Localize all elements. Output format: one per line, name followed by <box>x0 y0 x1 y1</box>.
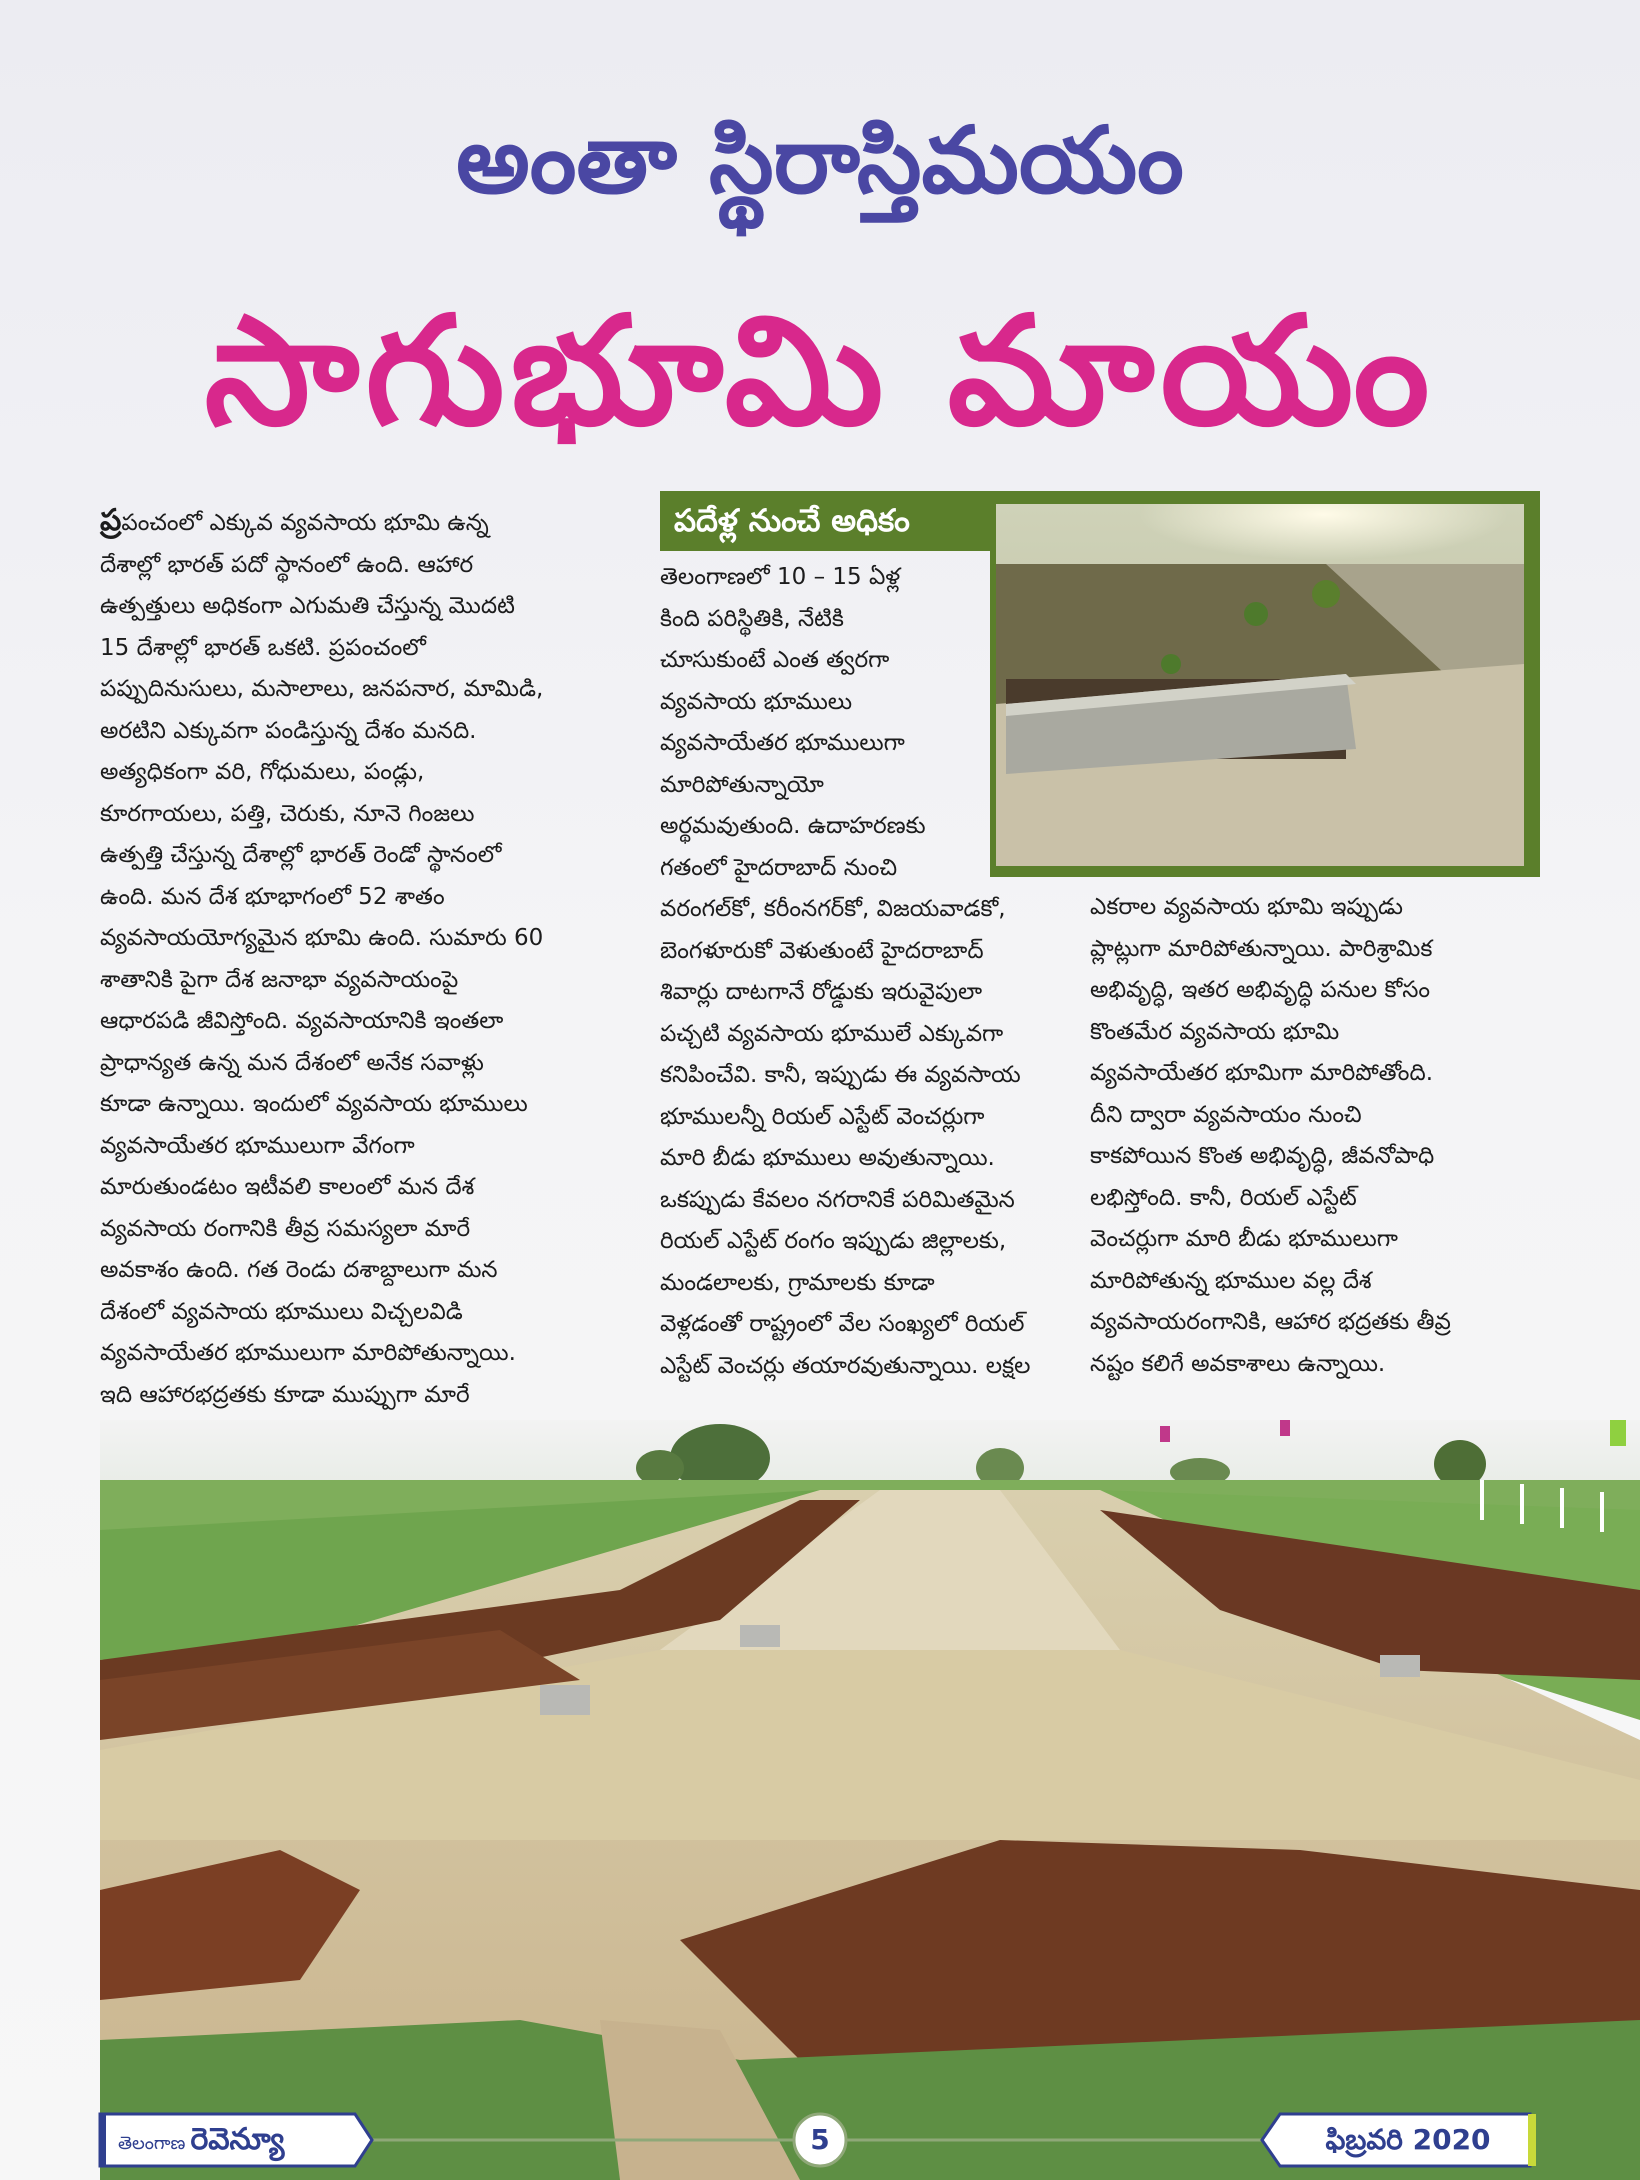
paragraph-line: శివార్లు దాటగానే రోడ్డుకు ఇరువైపులా <box>660 979 983 1005</box>
headline-main: సాగుభూమి మాయం <box>204 285 1436 459</box>
box-title: పదేళ్ల నుంచే అధికం <box>660 491 996 551</box>
paragraph-line: ఉత్పత్తులు అధికంగా ఎగుమతి చేస్తున్న మొదటి <box>100 593 515 619</box>
paragraph-line: మారిపోతున్న భూముల వల్ల దేశ <box>1090 1267 1372 1294</box>
paragraph-line: కూడా ఉన్నాయి. ఇందులో వ్యవసాయ భూములు <box>100 1091 528 1117</box>
paragraph-line: ఇది ఆహారభద్రతకు కూడా ముప్పుగా మారే <box>100 1381 470 1408</box>
paragraph-line: 15 దేశాల్లో భారత్ ఒకటి. ప్రపంచంలో <box>100 634 426 661</box>
paragraph-line: అరటిని ఎక్కువగా పండిస్తున్న దేశం మనది. <box>100 717 477 744</box>
paragraph-line <box>100 500 600 545</box>
paragraph-line: బెంగళూరుకో వెళుతుంటే హైదరాబాద్ <box>660 937 984 964</box>
article-column-3 <box>1090 887 1550 1385</box>
paragraph-line: అవకాశం ఉంది. గత రెండు దశాబ్దాలుగా మన <box>100 1257 498 1283</box>
paragraph-line: ఎకరాల వ్యవసాయ భూమి ఇప్పుడు <box>1090 894 1403 920</box>
paragraph-line: ఎస్టేట్ వెంచర్లు తయారవుతున్నాయి. లక్షల <box>660 1352 1031 1379</box>
drop-cap: ప్ర <box>100 503 122 538</box>
paragraph-line: వెళ్లడంతో రాష్ట్రంలో వేల సంఖ్యలో రియల్ <box>660 1311 1025 1337</box>
paragraph-line: వ్యవసాయేతర భూములుగా మారిపోతున్నాయి. <box>100 1340 516 1366</box>
footer-brand-big: రెవెన్యూ <box>190 2122 285 2157</box>
footer-brand <box>118 2120 284 2160</box>
paragraph-line: రియల్ ఎస్టేట్ రంగం ఇప్పుడు జిల్లాలకు, <box>660 1228 1007 1254</box>
page-number: 5 <box>810 2123 830 2156</box>
line-text: పంచంలో ఎక్కువ వ్యవసాయ భూమి ఉన్న <box>121 510 489 536</box>
paragraph-line: చూసుకుంటే ఎంత త్వరగా <box>660 647 890 673</box>
paragraph-line: అభివృద్ధి, ఇతర అభివృద్ధి పనుల కోసం <box>1090 977 1431 1003</box>
paragraph-line: వరంగల్‌కో, కరీంనగర్‌కో, విజయవాడకో, <box>660 896 1006 922</box>
paragraph-line: దేశాల్లో భారత్ పదో స్థానంలో ఉంది. ఆహార <box>100 551 474 578</box>
paragraph-line: వ్యవసాయేతర భూములుగా వేగంగా <box>100 1132 415 1159</box>
paragraph-line: మారి బీడు భూములు అవుతున్నాయి. <box>660 1145 995 1171</box>
paragraph-line: భూములన్నీ రియల్ ఎస్టేట్ వెంచర్లుగా <box>660 1103 985 1130</box>
article-column-2 <box>660 557 1080 1387</box>
paragraph-line: పచ్చటి వ్యవసాయ భూములే ఎక్కువగా <box>660 1020 1004 1047</box>
paragraph-line: పప్పుదినుసులు, మసాలాలు, జనపనార, మామిడి, <box>100 676 544 702</box>
headline-top: అంతా స్థిరాస్తిమయం <box>456 107 1184 214</box>
paragraph-line: ప్లాట్లుగా మారిపోతున్నాయి. పారిశ్రామిక <box>1090 935 1433 962</box>
paragraph-line: అత్యధికంగా వరి, గోధుమలు, పండ్లు, <box>100 759 425 785</box>
paragraph-line: గతంలో హైదరాబాద్ నుంచి <box>660 854 898 881</box>
paragraph-line: దేశంలో వ్యవసాయ భూములు విచ్చలవిడి <box>100 1298 463 1325</box>
footer-brand-small: తెలంగాణ <box>118 2133 186 2154</box>
paragraph-line: వెంచర్లుగా మారి బీడు భూములుగా <box>1090 1226 1398 1252</box>
paragraph-line: కనిపించేవి. కానీ, ఇప్పుడు ఈ వ్యవసాయ <box>660 1062 1021 1088</box>
paragraph-line: మారిపోతున్నాయో <box>660 771 824 798</box>
paragraph-line: కాకపోయిన కొంత అభివృద్ధి, జీవనోపాధి <box>1090 1143 1435 1169</box>
photo-real-estate-venture <box>100 1420 1640 2180</box>
paragraph-line: ఉంది. మన దేశ భూభాగంలో 52 శాతం <box>100 883 445 910</box>
article-column-1 <box>100 500 600 1458</box>
paragraph-line: మారుతుండటం ఇటీవలి కాలంలో మన దేశ <box>100 1174 475 1200</box>
paragraph-line: ప్రాధాన్యత ఉన్న మన దేశంలో అనేక సవాళ్లు <box>100 1049 484 1076</box>
paragraph-line: వ్యవసాయేతర భూములుగా <box>660 730 905 756</box>
paragraph-line: శాతానికి పైగా దేశ జనాభా వ్యవసాయంపై <box>100 966 459 993</box>
paragraph-line: వ్యవసాయయోగ్యమైన భూమి ఉంది. సుమారు 60 <box>100 925 544 951</box>
paragraph-line: దీని ద్వారా వ్యవసాయం నుంచి <box>1090 1101 1362 1128</box>
paragraph-line: లభిస్తోంది. కానీ, రియల్ ఎస్టేట్ <box>1090 1184 1357 1211</box>
paragraph-line: కింది పరిస్థితికి, నేటికి <box>660 605 844 632</box>
paragraph-line: మండలాలకు, గ్రామాలకు కూడా <box>660 1269 935 1296</box>
paragraph-line: కొంతమేర వ్యవసాయ భూమి <box>1090 1018 1340 1045</box>
paragraph-line: కూరగాయలు, పత్తి, చెరుకు, నూనె గింజలు <box>100 800 475 827</box>
paragraph-line: వ్యవసాయరంగానికి, ఆహార భద్రతకు తీవ్ర <box>1090 1309 1451 1335</box>
paragraph-line: వ్యవసాయ భూములు <box>660 688 853 715</box>
paragraph-line: నష్టం కలిగే అవకాశాలు ఉన్నాయి. <box>1090 1350 1386 1377</box>
paragraph-line: ఆధారపడి జీవిస్తోంది. వ్యవసాయానికి ఇంతలా <box>100 1008 504 1034</box>
paragraph-line: ఒకప్పుడు కేవలం నగరానికే పరిమితమైన <box>660 1186 1015 1213</box>
paragraph-line: ఉత్పత్తి చేస్తున్న దేశాల్లో భారత్ రెండో స్థానంలో <box>100 842 502 868</box>
issue-date: ఫిబ్రవరి 2020 <box>1325 2123 1491 2156</box>
paragraph-line: అర్థమవుతుంది. ఉదాహరణకు <box>660 813 926 839</box>
paragraph-line: వ్యవసాయ రంగానికి తీవ్ర సమస్యలా మారే <box>100 1215 471 1242</box>
paragraph-line: వ్యవసాయేతర భూమిగా మారిపోతోంది. <box>1090 1060 1434 1086</box>
paragraph-line: తెలంగాణలో 10 – 15 ఏళ్ల <box>660 564 901 590</box>
